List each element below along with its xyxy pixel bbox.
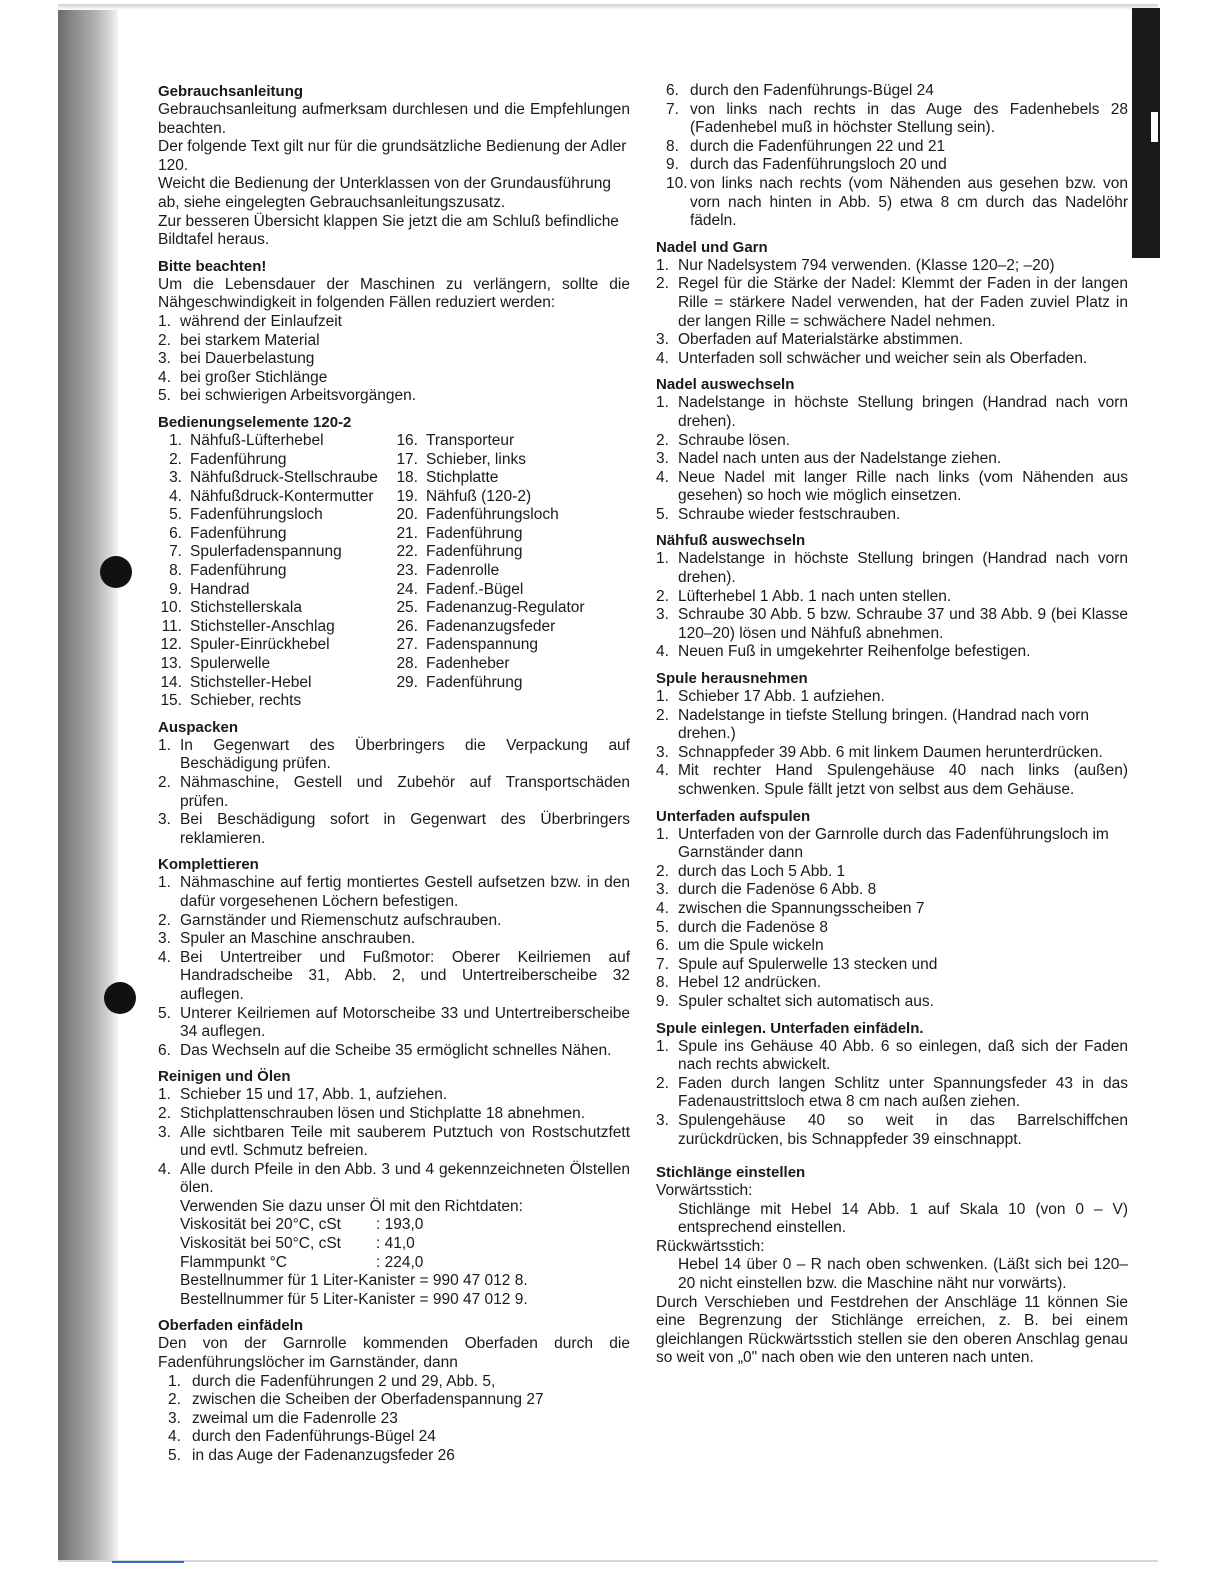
list-item: 5. Schraube wieder festschrauben. (656, 505, 901, 523)
list-item: 1. Unterfaden von der Garnrolle durch das Fadenführungsloch im Garnständer dann (656, 825, 1109, 862)
list-item: 26. Fadenanzugsfeder (396, 617, 556, 635)
left-column (158, 82, 630, 1466)
list-item: 3. durch die Fadenöse 6 Abb. 8 (656, 881, 877, 899)
list-item: 4. durch den Fadenführungs-Bügel 24 (168, 1428, 436, 1446)
list-item: 2. Lüfterhebel 1 Abb. 1 nach unten stellen. (656, 587, 952, 605)
section-auspacken (158, 718, 630, 849)
list-item: 29. Fadenführung (396, 673, 523, 691)
list-item: 19. Nähfuß (120-2) (396, 487, 532, 505)
oil-row: Viskosität bei 20°C, cSt : 193,0 (180, 1216, 424, 1234)
list-item: 9. Spuler schaltet sich automatisch aus. (656, 992, 934, 1010)
list-item: 9. Handrad (169, 580, 250, 598)
section-komplettieren (158, 855, 630, 1060)
list-item: 6. Das Wechseln auf die Scheibe 35 ermöglicht schnelles Nähen. (158, 1041, 612, 1059)
list-item: 3. Oberfaden auf Materialstärke abstimmen. (656, 331, 964, 349)
right-column (656, 82, 1128, 1368)
list-item: 3. Nähfußdruck-Stellschraube (169, 469, 378, 487)
heading: Reinigen und Ölen (158, 1068, 291, 1086)
list-item: 2. Faden durch langen Schlitz unter Spannungsfeder 43 in das Fadenaustrittsloch etwa 8 cm nach außen ziehen. (656, 1074, 1128, 1111)
paragraph: Um die Lebensdauer der Maschinen zu verlängern, sollte die Nähgeschwindigkeit in folgenden Fällen reduziert werden: (158, 275, 630, 312)
list-item: 2. Schraube lösen. (656, 431, 791, 449)
section-nadel-garn (656, 238, 1128, 369)
list (656, 394, 1128, 524)
list-item: 3. Schraube 30 Abb. 5 bzw. Schraube 37 und 38 Abb. 9 (bei Klasse 120–20) lösen und Nähfuß abnehmen. (656, 606, 1128, 642)
heading: Nadel und Garn (656, 238, 768, 256)
paragraph: Gebrauchsanleitung aufmerksam durchlesen und die Empfehlungen beachten. (158, 101, 630, 137)
list-item: 17. Schieber, links (396, 450, 526, 468)
paragraph: Der folgende Text gilt nur für die grundsätzliche Bedienung der Adler 120. (158, 138, 627, 174)
list-item: 1. während der Einlaufzeit (158, 312, 342, 330)
list-item: 2. Nadelstange in tiefste Stellung bringen. (Handrad nach vorn drehen.) (656, 706, 1090, 743)
section-nadel-auswechseln (656, 375, 1128, 524)
list-item: 4. Mit rechter Hand Spulengehäuse 40 nach links (außen) schwenken. Spule fällt jetzt von selbst aus dem Gehäuse. (656, 762, 1128, 798)
list-item: 20. Fadenführungsloch (396, 506, 559, 524)
list-item: 3. Bei Beschädigung sofort in Gegenwart des Überbringers reklamieren. (158, 811, 630, 847)
list-item: 3. Spuler an Maschine anschrauben. (158, 930, 416, 948)
list-item: 6. Fadenführung (169, 524, 287, 542)
section-stichlaenge (656, 1163, 1128, 1368)
list-item: 22. Fadenführung (396, 543, 523, 561)
scan-top-edge (58, 4, 1158, 10)
heading: Gebrauchsanleitung (158, 83, 304, 100)
list-item: 2. Stichplattenschrauben lösen und Stichplatte 18 abnehmen. (158, 1104, 586, 1122)
list-item: 10. Stichstellerskala (160, 599, 302, 617)
paragraph: Durch Verschieben und Festdrehen der Anschläge 11 können Sie eine Begrenzung der Stichlänge erreichen, z. B. bei einem gleichlangen Rückwärtsstich stellen sie den oberen Anschlag genau so weit von „0" nach oben wie den unteren nach unten. (656, 1293, 1128, 1367)
section-bedienungselemente (158, 413, 630, 711)
list (158, 313, 630, 406)
list-item: 1. Schieber 17 Abb. 1 aufziehen. (656, 688, 885, 706)
list-item: 1. Nadelstange in höchste Stellung bringen (Handrad nach vorn drehen). (656, 394, 1128, 430)
parts-list-col1 (158, 432, 394, 711)
paragraph: Hebel 14 über 0 – R nach oben schwenken. (Läßt sich bei 120–20 nicht einstellen bzw. die Maschine näht nur vorwärts). (678, 1256, 1128, 1293)
list (656, 82, 1128, 231)
list-item: 3. Spulengehäuse 40 so weit in das Barrelschiffchen zurückdrücken, bis Schnappfeder 39 einschnappt. (656, 1111, 1128, 1148)
order-number: Bestellnummer für 5 Liter-Kanister = 990 47 012 9. (180, 1290, 528, 1308)
section-unterfaden-aufspulen (656, 807, 1128, 1012)
list-item: 14. Stichsteller-Hebel (160, 673, 312, 691)
scan-edge-shadow (58, 6, 118, 1562)
paragraph: Weicht die Bedienung der Unterklassen von der Grundausführung ab, siehe eingelegten Gebrauchsanleitungszusatz. (158, 175, 611, 211)
list (158, 1373, 630, 1466)
list-item: 15. Schieber, rechts (160, 692, 302, 710)
paragraph: Den von der Garnrolle kommenden Oberfaden durch die Fadenführungslöcher im Garnständer, dann (158, 1335, 630, 1372)
list-item: 3. Schnappfeder 39 Abb. 6 mit linkem Daumen herunterdrücken. (656, 743, 1103, 761)
section-naehfuss-auswechseln (656, 531, 1128, 662)
list-item: 1. durch die Fadenführungen 2 und 29, Abb. 5, (168, 1372, 496, 1390)
list-item: 28. Fadenheber (396, 655, 510, 673)
list-item: 3. zweimal um die Fadenrolle 23 (168, 1409, 398, 1427)
heading: Bedienungselemente 120-2 (158, 413, 352, 431)
section-bitte-beachten (158, 257, 630, 406)
list-item: 5. bei schwierigen Arbeitsvorgängen. (158, 387, 417, 405)
list-item: 6. um die Spule wickeln (656, 937, 824, 955)
register-tab-mark (1151, 112, 1158, 142)
heading: Stichlänge einstellen (656, 1164, 806, 1182)
heading: Bitte beachten! (158, 257, 267, 275)
paragraph: Stichlänge mit Hebel 14 Abb. 1 auf Skala 10 (von 0 – V) entsprechend einstellen. (678, 1200, 1128, 1237)
oil-row: Viskosität bei 50°C, cSt : 41,0 (180, 1235, 415, 1253)
oil-intro: Verwenden Sie dazu unser Öl mit den Richtdaten: (180, 1197, 523, 1215)
list-item: 1. Nähfuß-Lüfterhebel (169, 431, 324, 449)
punch-hole-bottom (104, 982, 136, 1014)
scan-bottom-mark (112, 1561, 184, 1563)
heading: Spule einlegen. Unterfaden einfädeln. (656, 1019, 924, 1037)
list-item: 16. Transporteur (396, 431, 515, 449)
heading: Oberfaden einfädeln (158, 1317, 304, 1335)
list-item: 7. Spulerfadenspannung (169, 543, 342, 561)
list (158, 874, 630, 1060)
oil-row: Flammpunkt °C : 224,0 (180, 1253, 424, 1271)
list-item: 23. Fadenrolle (396, 562, 500, 580)
list (656, 1038, 1128, 1150)
list-item: 27. Fadenspannung (396, 636, 539, 654)
heading: Auspacken (158, 718, 239, 736)
list (158, 1086, 630, 1198)
list-item: 4. Bei Untertreiber und Fußmotor: Oberer Keilriemen auf Handradscheibe 31, Abb. 2, und Untertreiberscheibe 32 auflegen. (158, 948, 630, 1003)
list-item: 1. Nur Nadelsystem 794 verwenden. (Klasse 120–2; –20) (656, 256, 1055, 274)
list (158, 737, 630, 849)
list-item: 2. Fadenführung (169, 450, 287, 468)
list-item: 25. Fadenanzug-Regulator (396, 599, 585, 617)
list-item: 21. Fadenführung (396, 524, 523, 542)
list (656, 826, 1128, 1012)
list-item: 6. durch den Fadenführungs-Bügel 24 (666, 82, 934, 99)
list-item: 2. Regel für die Stärke der Nadel: Klemmt der Faden in der langen Rille = stärkere Nadel verwenden, hat der Faden zuviel Platz in der langen Rille = schwächere Nadel nehmen. (656, 275, 1128, 330)
list-item: 5. Unterer Keilriemen auf Motorscheibe 33 und Untertreiberscheibe 34 auflegen. (158, 1004, 630, 1041)
parts-list (158, 432, 630, 711)
list-item: 1. In Gegenwart des Überbringers die Verpackung auf Beschädigung prüfen. (158, 736, 630, 773)
list-item: 4. Unterfaden soll schwächer und weicher sein als Oberfaden. (656, 349, 1088, 367)
heading: Komplettieren (158, 856, 259, 874)
list-item: 1. Nähmaschine auf fertig montiertes Gestell aufsetzen bzw. in den dafür vorgesehenen Löchern befestigen. (158, 874, 630, 910)
parts-list-col2 (394, 432, 630, 711)
list-item: 11. Stichsteller-Anschlag (161, 617, 335, 635)
section-spule-herausnehmen (656, 669, 1128, 800)
section-gebrauchsanleitung (158, 82, 630, 250)
list-item: 10. von links nach rechts (vom Nähenden aus gesehen bzw. von vorn nach hinten in Abb. 5) etwa 8 cm durch das Nadelöhr fädeln. (666, 174, 1128, 230)
list-item: 12. Spuler-Einrückhebel (160, 636, 330, 654)
list-item: 13. Spulerwelle (160, 655, 271, 673)
list-item: 2. zwischen die Scheiben der Oberfadenspannung 27 (168, 1391, 544, 1409)
scan-bottom-edge (58, 1560, 1158, 1562)
list-item: 8. durch die Fadenführungen 22 und 21 (666, 137, 946, 155)
forward-stitch-label: Vorwärtsstich: (656, 1182, 753, 1200)
list-item: 3. Nadel nach unten aus der Nadelstange ziehen. (656, 450, 1002, 468)
reverse-stitch-label: Rückwärtsstich: (656, 1237, 765, 1255)
list (656, 257, 1128, 369)
heading: Unterfaden aufspulen (656, 807, 811, 825)
list (656, 550, 1128, 662)
list-item: 1. Nadelstange in höchste Stellung bringen (Handrad nach vorn drehen). (656, 550, 1128, 587)
section-spule-einlegen (656, 1019, 1128, 1150)
list-item: 2. bei starkem Material (158, 331, 320, 349)
list-item: 5. durch die Fadenöse 8 (656, 918, 828, 936)
section-oberfaden (158, 1316, 630, 1465)
list-item: 4. bei großer Stichlänge (158, 368, 328, 386)
list-item: 7. Spule auf Spulerwelle 13 stecken und (656, 955, 938, 973)
list-item: 1. Spule ins Gehäuse 40 Abb. 6 so einlegen, daß sich der Faden nach rechts abwickelt. (656, 1037, 1128, 1074)
list-item: 8. Hebel 12 andrücken. (656, 974, 822, 992)
list-item: 18. Stichplatte (396, 469, 499, 487)
list-item: 2. Nähmaschine, Gestell und Zubehör auf Transportschäden prüfen. (158, 774, 630, 810)
paragraph: Zur besseren Übersicht klappen Sie jetzt die am Schluß befindliche Bildtafel heraus. (158, 212, 619, 249)
order-number: Bestellnummer für 1 Liter-Kanister = 990 47 012 8. (180, 1272, 528, 1290)
list-item: 4. Nähfußdruck-Kontermutter (169, 487, 374, 505)
list-item: 1. Schieber 15 und 17, Abb. 1, aufziehen. (158, 1086, 448, 1104)
section-reinigen (158, 1067, 630, 1309)
section-oberfaden-fortsetzung (656, 82, 1128, 231)
list-item: 4. Neue Nadel mit langer Rille nach links (vom Nähenden aus gesehen) so hoch wie möglich einsetzen. (656, 468, 1128, 505)
list-item: 2. durch das Loch 5 Abb. 1 (656, 862, 846, 880)
list-item: 4. Alle durch Pfeile in den Abb. 3 und 4 gekennzeichneten Ölstellen ölen. (158, 1160, 630, 1197)
list-item: 3. bei Dauerbelastung (158, 350, 315, 368)
list-item: 4. Neuen Fuß in umgekehrter Reihenfolge befestigen. (656, 643, 1031, 661)
list-item: 8. Fadenführung (169, 562, 287, 580)
list-item: 7. von links nach rechts in das Auge des Fadenhebels 28 (Fadenhebel muß in höchster Stellung sein). (666, 100, 1128, 137)
list-item: 9. durch das Fadenführungsloch 20 und (666, 156, 947, 174)
list-item: 4. zwischen die Spannungsscheiben 7 (656, 899, 925, 917)
heading: Nähfuß auswechseln (656, 532, 806, 550)
list-item: 3. Alle sichtbaren Teile mit sauberem Putztuch von Rostschutzfett und evtl. Schmutz befreien. (158, 1123, 630, 1160)
punch-hole-top (100, 556, 132, 588)
list-item: 24. Fadenf.-Bügel (396, 580, 524, 598)
list (656, 688, 1128, 800)
list-item: 5. Fadenführungsloch (169, 506, 323, 524)
heading: Nadel auswechseln (656, 376, 795, 394)
oil-spec (158, 1198, 630, 1310)
heading: Spule herausnehmen (656, 670, 808, 688)
list-item: 5. in das Auge der Fadenanzugsfeder 26 (168, 1447, 455, 1464)
list-item: 2. Garnständer und Riemenschutz aufschrauben. (158, 911, 502, 929)
